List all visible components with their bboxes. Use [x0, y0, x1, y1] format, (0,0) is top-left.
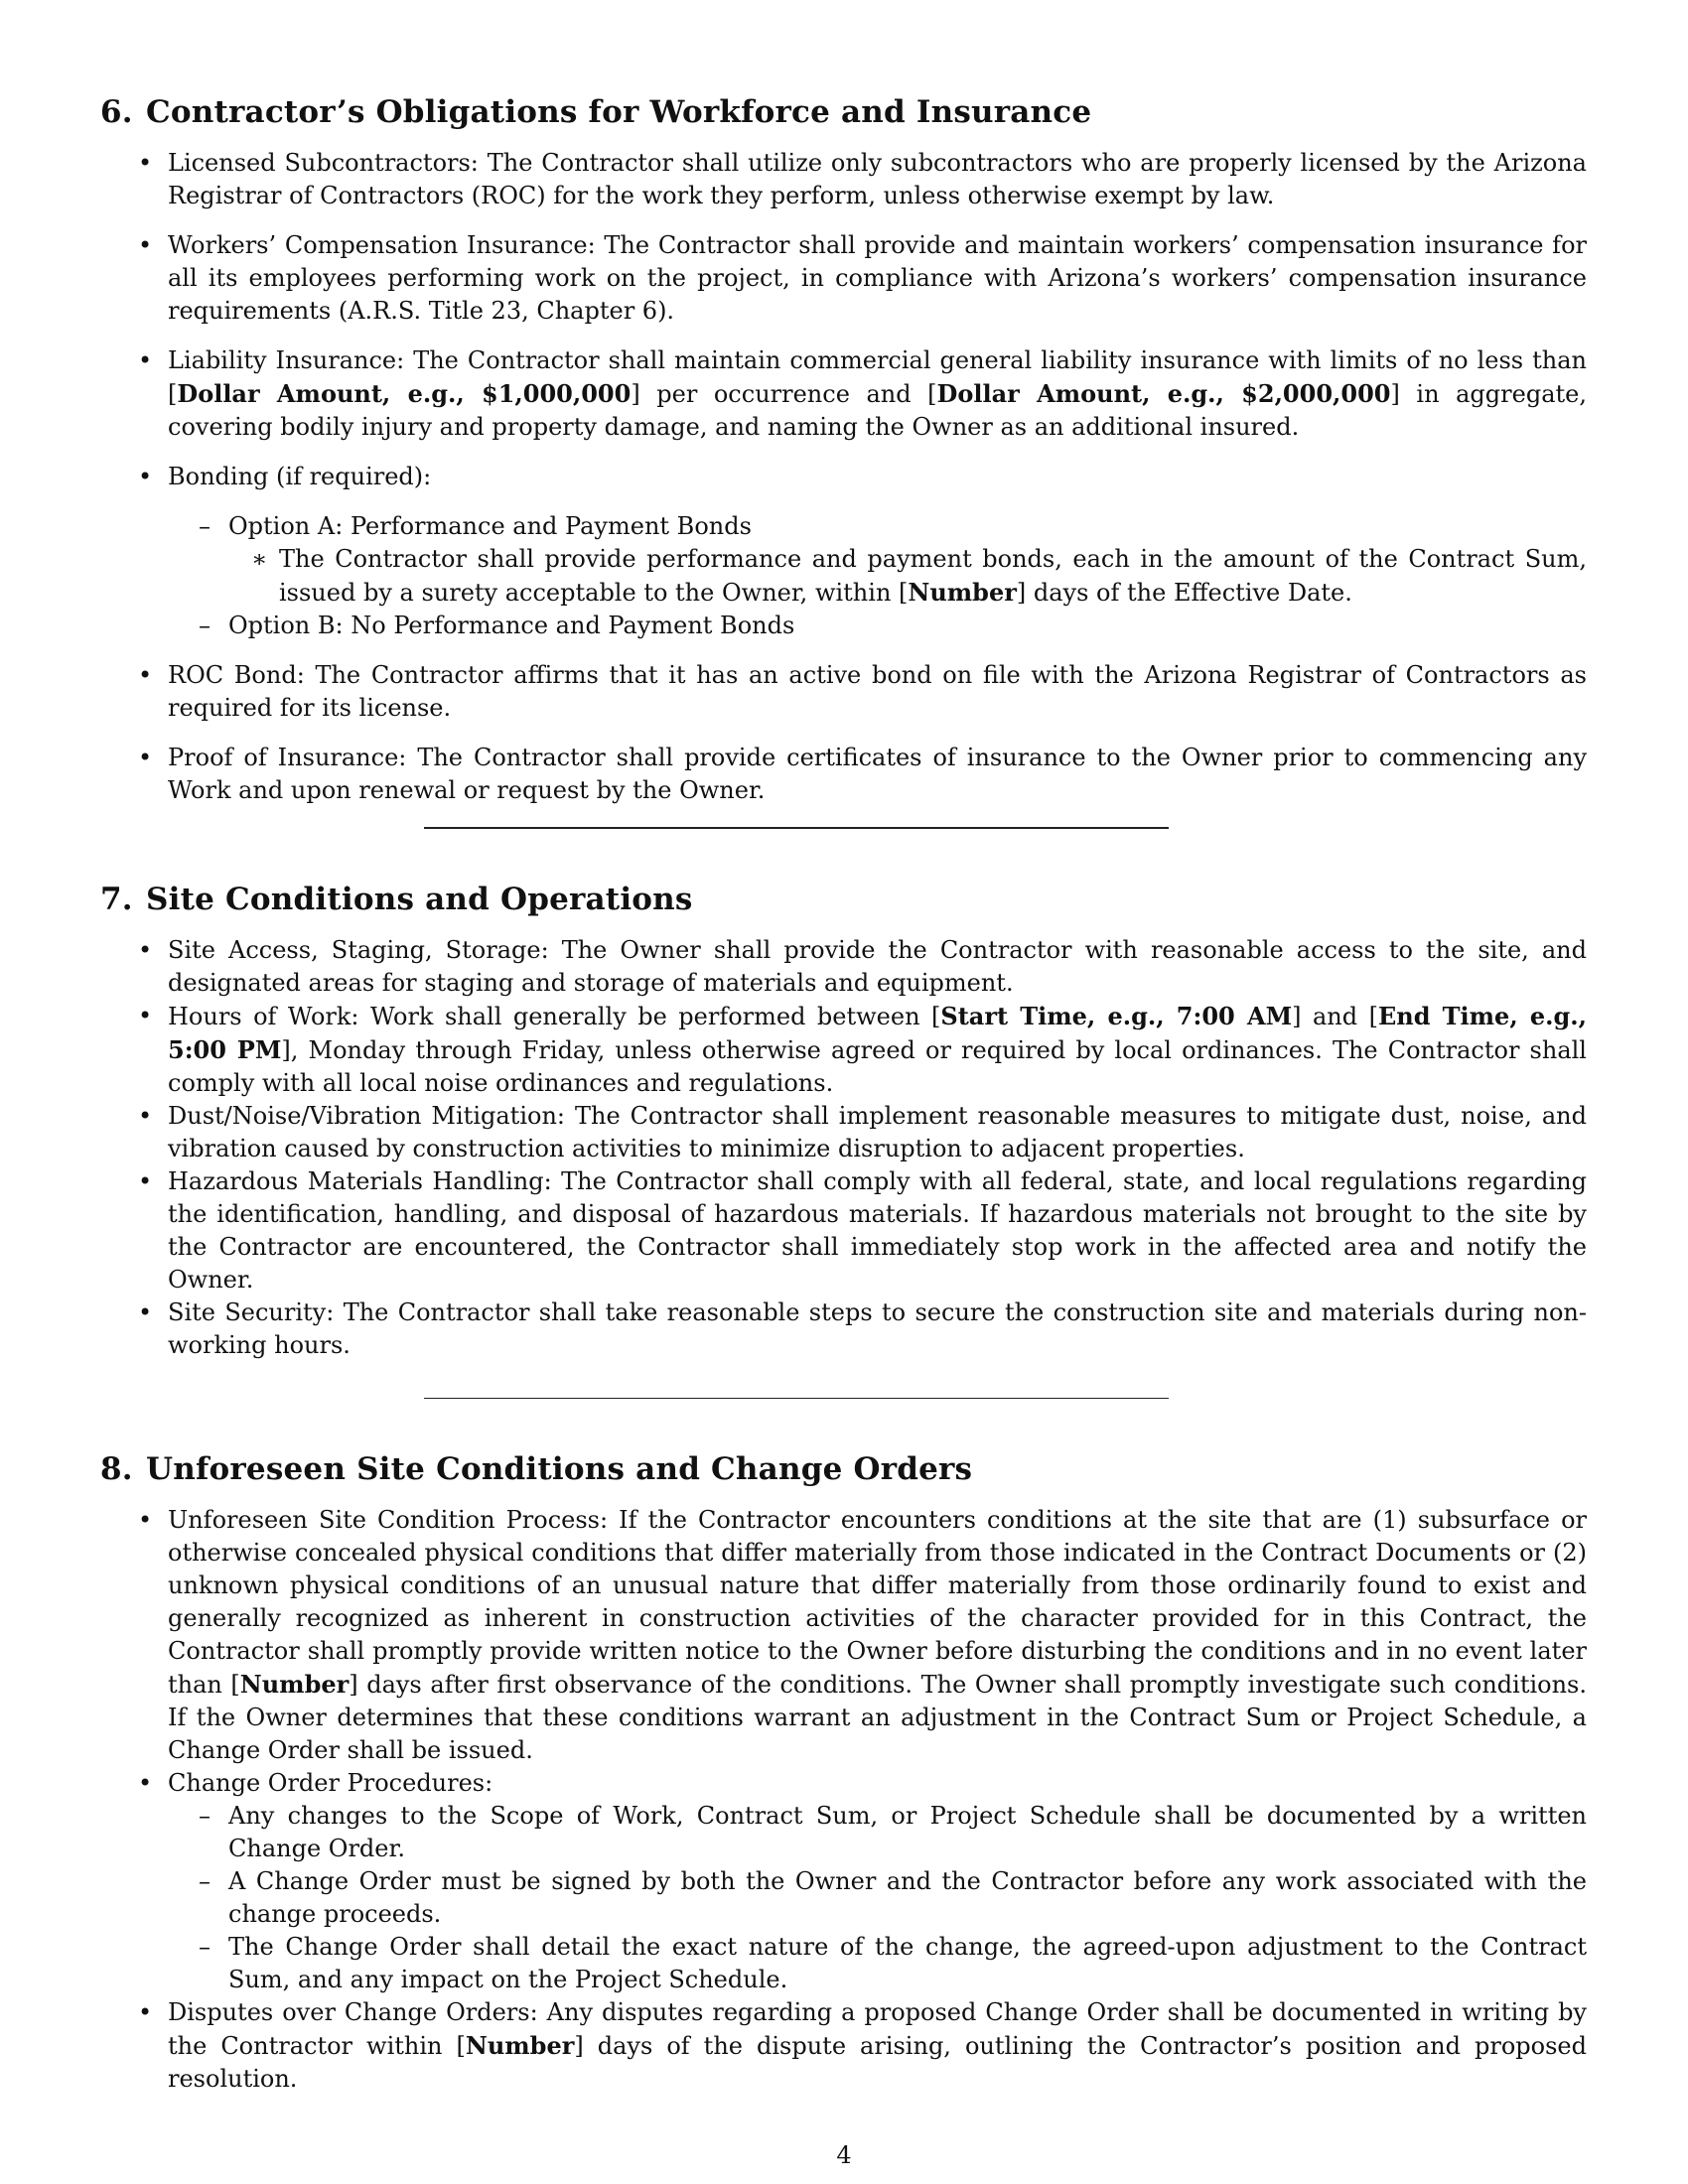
text: Liability Insurance: The Contractor shall maintain commercial general liability insurance with limits of no less than [	[168, 346, 1587, 408]
section-number: 6.	[100, 94, 133, 130]
section-divider	[424, 1398, 1169, 1399]
option-a-details	[228, 543, 1587, 610]
list-item	[168, 1504, 1587, 1767]
document-page	[100, 91, 1587, 2096]
text: ] days after first observance of the conditions. The Owner shall promptly investigate such conditions. If the Owner determines that these conditions warrant an adjustment in the Contract Sum or Project Schedule, a Change Order shall be issued.	[168, 1671, 1588, 1764]
procedure-item: – Any changes to the Scope of Work, Contract Sum, or Project Schedule shall be documented by a written Change Order.	[228, 1800, 1587, 1865]
list-item	[168, 461, 1587, 642]
text: ] days of the dispute arising, outlining the Contractor’s position and proposed resolution.	[168, 2032, 1587, 2093]
section-divider	[424, 827, 1169, 829]
section-7-list	[100, 934, 1587, 1362]
option-b: – Option B: No Performance and Payment Bonds	[228, 610, 1587, 642]
option-a	[228, 510, 1587, 610]
section-title: Contractor’s Obligations for Workforce and Insurance	[146, 94, 1092, 130]
text: Hours of Work: Work shall generally be performed between [	[168, 1003, 941, 1030]
section-title: Unforeseen Site Conditions and Change Orders	[146, 1451, 973, 1487]
section-number: 8.	[100, 1451, 133, 1487]
list-item: • Site Security: The Contractor shall take reasonable steps to secure the construction site and materials during non-working hours.	[168, 1297, 1587, 1362]
list-item: • Workers’ Compensation Insurance: The Contractor shall provide and maintain workers’ compensation insurance for all its employees performing work on the project, in compliance with Arizona’s workers’ compensation insurance requirements (A.R.S. Title 23, Chapter 6).	[168, 229, 1587, 328]
placeholder-field: Dollar Amount, e.g., $2,000,000	[936, 379, 1391, 408]
option-a-label: Option A: Performance and Payment Bonds	[228, 512, 752, 540]
list-item: • Licensed Subcontractors: The Contractor shall utilize only subcontractors who are properly licensed by the Arizona Registrar of Contractors (ROC) for the work they perform, unless otherwise exempt by law.	[168, 147, 1587, 212]
text: ] in aggregate, covering bodily injury and property damage, and naming the Owner as an additional insured.	[168, 380, 1587, 441]
bonding-label: Bonding (if required):	[168, 463, 432, 490]
section-6-list	[100, 147, 1587, 807]
list-item: • Dust/Noise/Vibration Mitigation: The Contractor shall implement reasonable measures to mitigate dust, noise, and vibration caused by construction activities to minimize disruption to adjacent properties.	[168, 1100, 1587, 1165]
list-item	[168, 1000, 1587, 1100]
section-title: Site Conditions and Operations	[146, 882, 693, 917]
placeholder-field: Number	[908, 578, 1017, 607]
procedures-list	[168, 1800, 1587, 1996]
list-item	[168, 1996, 1587, 2096]
section-7-heading	[100, 879, 1587, 920]
list-item: • Proof of Insurance: The Contractor shall provide certificates of insurance to the Owner prior to commencing any Work and upon renewal or request by the Owner.	[168, 742, 1587, 807]
text: The Contractor shall provide performance and payment bonds, each in the amount of the Contract Sum, issued by a surety acceptable to the Owner, within [	[279, 545, 1587, 607]
placeholder-field: Dollar Amount, e.g., $1,000,000	[177, 379, 632, 408]
text: ] and [	[1292, 1003, 1378, 1030]
section-number: 7.	[100, 882, 133, 917]
text: Disputes over Change Orders: Any disputes regarding a proposed Change Order shall be documented in writing by the Contractor within [	[168, 1998, 1587, 2060]
bonding-options	[168, 510, 1587, 642]
text: Unforeseen Site Condition Process: If the Contractor encounters conditions at the site that are (1) subsurface or otherwise concealed physical conditions that differ materially from those indicated in the Contract Documents or (2) unknown physical conditions of an unusual nature that differ materially from those ordinarily found to exist and generally recognized as inherent in construction activities of the character provided for in this Contract, the Contractor shall promptly provide written notice to the Owner before disturbing the conditions and in no event later than [	[168, 1506, 1587, 1699]
section-8-list	[100, 1504, 1587, 2096]
text: ] per occurrence and [	[631, 380, 937, 408]
section-6-heading	[100, 91, 1587, 133]
procedure-item: – A Change Order must be signed by both the Owner and the Contractor before any work associated with the change proceeds.	[228, 1865, 1587, 1931]
section-8-heading	[100, 1448, 1587, 1490]
procedure-item: – The Change Order shall detail the exact nature of the change, the agreed-upon adjustment to the Contract Sum, and any impact on the Project Schedule.	[228, 1931, 1587, 1996]
list-item: • ROC Bond: The Contractor affirms that it has an active bond on file with the Arizona Registrar of Contractors as required for its license.	[168, 659, 1587, 725]
text: ] days of the Effective Date.	[1016, 579, 1352, 607]
text: ], Monday through Friday, unless otherwise agreed or required by local ordinances. The Contractor shall comply with all local noise ordinances and regulations.	[168, 1036, 1587, 1097]
list-item	[168, 344, 1587, 444]
placeholder-field: Start Time, e.g., 7:00 AM	[940, 1002, 1293, 1030]
procedures-label: Change Order Procedures:	[168, 1769, 493, 1797]
placeholder-field: End Time, e.g., 5:00 PM	[168, 1002, 1587, 1064]
placeholder-field: Number	[465, 2031, 575, 2060]
option-a-detail	[279, 543, 1587, 610]
list-item: • Hazardous Materials Handling: The Contractor shall comply with all federal, state, and local regulations regarding the identification, handling, and disposal of hazardous materials. If hazardous materials not brought to the site by the Contractor are encountered, the Contractor shall immediately stop work in the affected area and notify the Owner.	[168, 1165, 1587, 1297]
placeholder-field: Number	[239, 1670, 350, 1699]
list-item	[168, 1767, 1587, 1996]
page-number: 4	[836, 2141, 852, 2169]
list-item: • Site Access, Staging, Storage: The Owner shall provide the Contractor with reasonable access to the site, and designated areas for staging and storage of materials and equipment.	[168, 934, 1587, 1000]
